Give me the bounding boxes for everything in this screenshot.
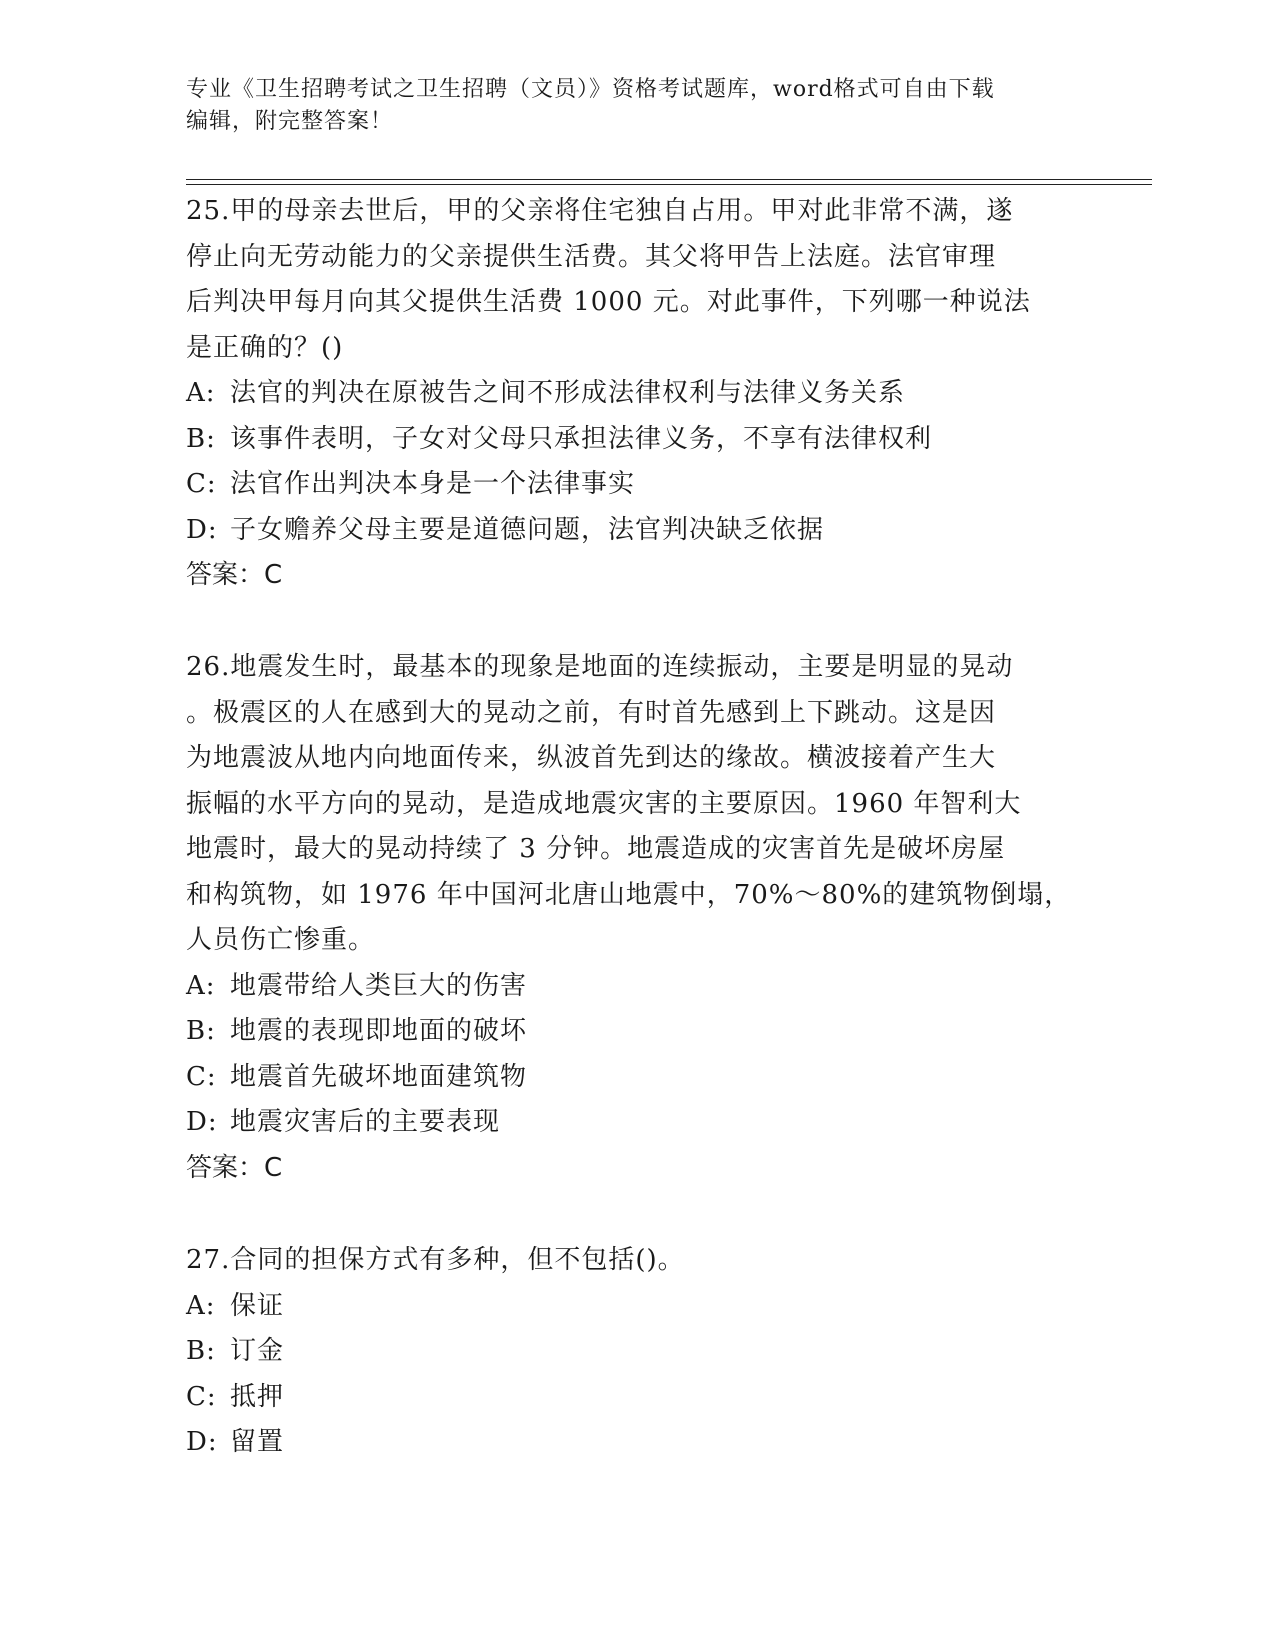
question-stem-line: 为地震波从地内向地面传来，纵波首先到达的缘故。横波接着产生大 bbox=[186, 743, 997, 773]
option-c bbox=[186, 462, 1086, 508]
option-text: 该事件表明，子女对父母只承担法律义务，不享有法律权利 bbox=[230, 423, 933, 454]
option-c bbox=[186, 1375, 1086, 1421]
question-stem-line: 后判决甲每月向其父提供生活费 1000 元。对此事件，下列哪一种说法 bbox=[186, 287, 1031, 317]
option-key: C: bbox=[186, 1061, 217, 1092]
question-stem-line: 人员伤亡惨重。 bbox=[186, 925, 376, 955]
document-header bbox=[186, 74, 1086, 138]
option-key: B: bbox=[186, 423, 216, 454]
question-stem-line: 。极震区的人在感到大的晃动之前，有时首先感到上下跳动。这是因 bbox=[186, 697, 997, 728]
header-divider-top bbox=[186, 179, 1152, 180]
question-27 bbox=[186, 1238, 1086, 1466]
question-25 bbox=[186, 189, 1086, 599]
option-text: 保证 bbox=[230, 1290, 285, 1321]
question-stem-line: 和构筑物，如 1976 年中国河北唐山地震中，70%～80%的建筑物倒塌， bbox=[186, 879, 1072, 910]
option-key: A: bbox=[186, 970, 216, 1001]
option-key: C: bbox=[186, 1381, 217, 1412]
option-text: 地震灾害后的主要表现 bbox=[230, 1107, 501, 1137]
header-line-1: 专业《卫生招聘考试之卫生招聘（文员）》资格考试题库，word格式可自由下载 bbox=[186, 77, 995, 102]
question-stem-line: 25.甲的母亲去世后，甲的父亲将住宅独自占用。甲对此非常不满，遂 bbox=[186, 196, 1014, 226]
option-text: 法官的判决在原被告之间不形成法律权利与法律义务关系 bbox=[230, 378, 906, 408]
option-key: A: bbox=[186, 1290, 216, 1321]
option-b bbox=[186, 1329, 1086, 1375]
option-b bbox=[186, 417, 1086, 463]
question-stem-line: 地震时，最大的晃动持续了 3 分钟。地震造成的灾害首先是破坏房屋 bbox=[186, 834, 1006, 864]
option-b bbox=[186, 1009, 1086, 1055]
option-key: D: bbox=[186, 1427, 218, 1457]
answer-line: 答案：C bbox=[186, 560, 283, 590]
question-stem-line: 振幅的水平方向的晃动，是造成地震灾害的主要原因。1960 年智利大 bbox=[186, 788, 1022, 819]
header-line-2: 编辑，附完整答案！ bbox=[186, 109, 394, 134]
option-text: 地震首先破坏地面建筑物 bbox=[230, 1061, 528, 1092]
option-text: 订金 bbox=[230, 1336, 285, 1366]
option-d bbox=[186, 1100, 1086, 1146]
option-text: 地震带给人类巨大的伤害 bbox=[230, 970, 528, 1001]
option-d bbox=[186, 1420, 1086, 1466]
option-text: 法官作出判决本身是一个法律事实 bbox=[230, 469, 636, 499]
option-a bbox=[186, 1284, 1086, 1330]
option-text: 留置 bbox=[230, 1427, 285, 1457]
option-text: 抵押 bbox=[230, 1381, 285, 1412]
question-stem-line: 27.合同的担保方式有多种，但不包括()。 bbox=[186, 1245, 685, 1275]
question-stem-line: 26.地震发生时，最基本的现象是地面的连续振动，主要是明显的晃动 bbox=[186, 652, 1014, 682]
option-key: B: bbox=[186, 1336, 216, 1366]
option-text: 地震的表现即地面的破坏 bbox=[230, 1016, 528, 1046]
option-key: B: bbox=[186, 1016, 216, 1046]
answer-line: 答案：C bbox=[186, 1152, 283, 1183]
option-a bbox=[186, 371, 1086, 417]
option-text: 子女赡养父母主要是道德问题，法官判决缺乏依据 bbox=[230, 514, 825, 545]
option-c bbox=[186, 1055, 1086, 1101]
question-26 bbox=[186, 645, 1086, 1191]
question-stem-line: 停止向无劳动能力的父亲提供生活费。其父将甲告上法庭。法官审理 bbox=[186, 241, 997, 272]
option-d bbox=[186, 508, 1086, 554]
option-key: D: bbox=[186, 514, 218, 545]
question-stem-line: 是正确的？() bbox=[186, 332, 344, 363]
header-divider-bottom bbox=[186, 184, 1152, 185]
option-key: C: bbox=[186, 469, 217, 499]
option-key: A: bbox=[186, 378, 216, 408]
option-key: D: bbox=[186, 1107, 218, 1137]
option-a bbox=[186, 964, 1086, 1010]
